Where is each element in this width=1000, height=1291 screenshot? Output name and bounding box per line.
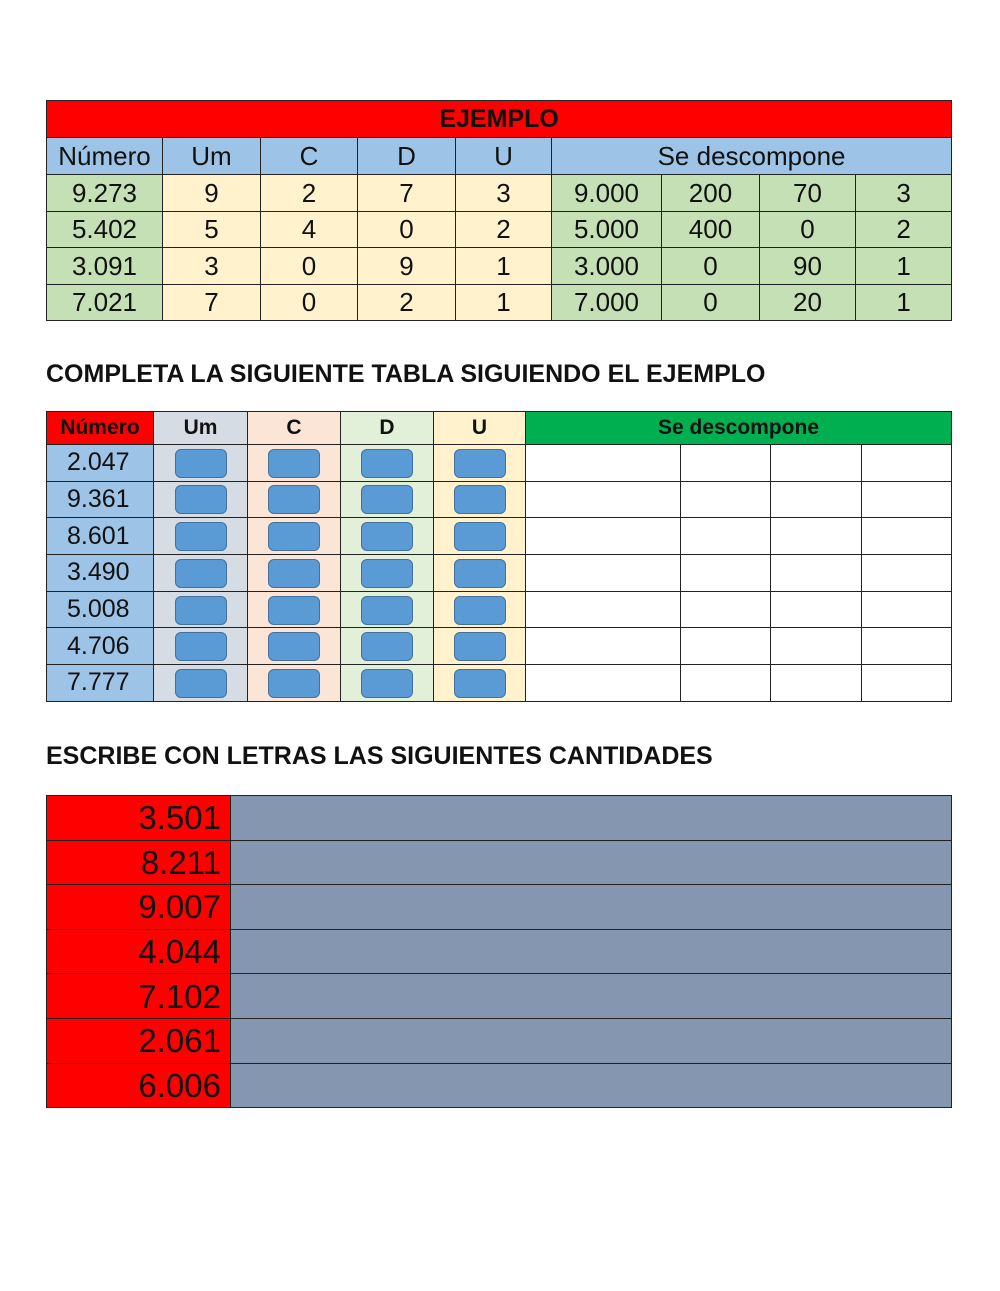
u-drop-box[interactable] (454, 596, 506, 625)
example-decomp: 0 (760, 211, 856, 248)
amount-cell: 6.006 (47, 1063, 231, 1108)
d-drop-box[interactable] (361, 669, 413, 698)
header-se-descompone: Se descompone (552, 138, 952, 175)
um-drop-box[interactable] (175, 596, 227, 625)
header-numero: Número (47, 138, 163, 175)
example-title: EJEMPLO (47, 101, 952, 138)
u-cell (434, 518, 526, 555)
amount-cell: 4.044 (47, 929, 231, 974)
example-number: 5.402 (47, 211, 163, 248)
um-cell (154, 481, 248, 518)
example-um: 9 (163, 175, 261, 212)
table-row (47, 929, 952, 974)
decomp-input-cell[interactable] (681, 555, 771, 592)
words-heading: ESCRIBE CON LETRAS LAS SIGUIENTES CANTIDADES (46, 742, 713, 770)
c-drop-box[interactable] (268, 522, 320, 551)
decomp-input-cell[interactable] (862, 591, 952, 628)
c-drop-box[interactable] (268, 596, 320, 625)
u-cell (434, 591, 526, 628)
um-cell (154, 628, 248, 665)
c-drop-box[interactable] (268, 485, 320, 514)
words-answer-field[interactable] (231, 840, 952, 885)
table-row (47, 175, 952, 212)
u-cell (434, 445, 526, 482)
c-drop-box[interactable] (268, 632, 320, 661)
um-cell (154, 591, 248, 628)
example-number: 3.091 (47, 248, 163, 285)
um-cell (154, 445, 248, 482)
c-cell (248, 555, 341, 592)
example-decomp: 400 (662, 211, 760, 248)
c-cell (248, 518, 341, 555)
u-drop-box[interactable] (454, 522, 506, 551)
example-c: 0 (261, 284, 358, 321)
example-d: 7 (358, 175, 456, 212)
u-drop-box[interactable] (454, 669, 506, 698)
decomp-input-cell[interactable] (862, 518, 952, 555)
decomp-input-cell[interactable] (771, 518, 862, 555)
u-drop-box[interactable] (454, 485, 506, 514)
example-decomp: 70 (760, 175, 856, 212)
table-row (47, 591, 952, 628)
example-um: 7 (163, 284, 261, 321)
decomp-input-cell[interactable] (526, 481, 681, 518)
example-decomp: 1 (856, 248, 952, 285)
table-row (47, 885, 952, 930)
c-cell (248, 445, 341, 482)
decomp-input-cell[interactable] (862, 445, 952, 482)
d-cell (341, 665, 434, 702)
decomp-input-cell[interactable] (862, 481, 952, 518)
decomp-input-cell[interactable] (771, 591, 862, 628)
table-row (47, 665, 952, 702)
decomp-input-cell[interactable] (526, 518, 681, 555)
complete-table (46, 411, 952, 702)
header-u: U (434, 412, 526, 445)
header-um: Um (163, 138, 261, 175)
decomp-input-cell[interactable] (681, 665, 771, 702)
u-drop-box[interactable] (454, 632, 506, 661)
u-cell (434, 665, 526, 702)
decomp-input-cell[interactable] (526, 445, 681, 482)
decomp-input-cell[interactable] (526, 665, 681, 702)
decomp-input-cell[interactable] (771, 555, 862, 592)
d-drop-box[interactable] (361, 559, 413, 588)
number-cell: 9.361 (47, 481, 154, 518)
example-c: 0 (261, 248, 358, 285)
decomp-input-cell[interactable] (526, 591, 681, 628)
example-decomp: 3.000 (552, 248, 662, 285)
amount-cell: 9.007 (47, 885, 231, 930)
words-answer-field[interactable] (231, 1063, 952, 1108)
c-drop-box[interactable] (268, 669, 320, 698)
decomp-input-cell[interactable] (681, 518, 771, 555)
example-decomp: 7.000 (552, 284, 662, 321)
decomp-input-cell[interactable] (681, 591, 771, 628)
header-d: D (341, 412, 434, 445)
header-c: C (248, 412, 341, 445)
header-um: Um (154, 412, 248, 445)
complete-heading: COMPLETA LA SIGUIENTE TABLA SIGUIENDO EL EJEMPLO (46, 360, 766, 388)
example-number: 7.021 (47, 284, 163, 321)
words-answer-field[interactable] (231, 929, 952, 974)
c-drop-box[interactable] (268, 449, 320, 478)
example-um: 5 (163, 211, 261, 248)
um-drop-box[interactable] (175, 522, 227, 551)
amount-cell: 8.211 (47, 840, 231, 885)
d-cell (341, 555, 434, 592)
table-row (47, 518, 952, 555)
decomp-input-cell[interactable] (862, 555, 952, 592)
example-decomp: 9.000 (552, 175, 662, 212)
example-decomp: 5.000 (552, 211, 662, 248)
u-cell (434, 555, 526, 592)
table-row (47, 445, 952, 482)
d-cell (341, 628, 434, 665)
table-row (47, 284, 952, 321)
d-cell (341, 518, 434, 555)
um-cell (154, 518, 248, 555)
example-u: 3 (456, 175, 552, 212)
example-decomp: 1 (856, 284, 952, 321)
decomp-input-cell[interactable] (681, 481, 771, 518)
example-decomp: 20 (760, 284, 856, 321)
header-d: D (358, 138, 456, 175)
table-row (47, 974, 952, 1019)
um-drop-box[interactable] (175, 449, 227, 478)
example-d: 2 (358, 284, 456, 321)
decomp-input-cell[interactable] (771, 665, 862, 702)
c-cell (248, 628, 341, 665)
u-drop-box[interactable] (454, 559, 506, 588)
words-answer-field[interactable] (231, 796, 952, 841)
c-drop-box[interactable] (268, 559, 320, 588)
example-decomp: 90 (760, 248, 856, 285)
decomp-input-cell[interactable] (771, 445, 862, 482)
um-drop-box[interactable] (175, 485, 227, 514)
um-cell (154, 665, 248, 702)
table-row (47, 555, 952, 592)
d-drop-box[interactable] (361, 522, 413, 551)
example-u: 2 (456, 211, 552, 248)
example-c: 2 (261, 175, 358, 212)
header-u: U (456, 138, 552, 175)
example-d: 9 (358, 248, 456, 285)
number-cell: 3.490 (47, 555, 154, 592)
d-cell (341, 481, 434, 518)
um-drop-box[interactable] (175, 559, 227, 588)
amount-cell: 2.061 (47, 1018, 231, 1063)
words-answer-field[interactable] (231, 885, 952, 930)
d-drop-box[interactable] (361, 485, 413, 514)
words-answer-field[interactable] (231, 974, 952, 1019)
amount-cell: 7.102 (47, 974, 231, 1019)
table-row (47, 1063, 952, 1108)
u-drop-box[interactable] (454, 449, 506, 478)
decomp-input-cell[interactable] (862, 665, 952, 702)
example-um: 3 (163, 248, 261, 285)
d-drop-box[interactable] (361, 449, 413, 478)
d-drop-box[interactable] (361, 632, 413, 661)
number-cell: 4.706 (47, 628, 154, 665)
d-cell (341, 445, 434, 482)
number-cell: 5.008 (47, 591, 154, 628)
c-cell (248, 665, 341, 702)
example-decomp: 0 (662, 248, 760, 285)
decomp-input-cell[interactable] (771, 481, 862, 518)
words-table (46, 795, 952, 1108)
example-table (46, 100, 952, 321)
table-row (47, 211, 952, 248)
example-decomp: 200 (662, 175, 760, 212)
example-d: 0 (358, 211, 456, 248)
table-row (47, 796, 952, 841)
c-cell (248, 591, 341, 628)
example-decomp: 0 (662, 284, 760, 321)
header-numero: Número (47, 412, 154, 445)
decomp-input-cell[interactable] (862, 628, 952, 665)
um-drop-box[interactable] (175, 669, 227, 698)
um-drop-box[interactable] (175, 632, 227, 661)
decomp-input-cell[interactable] (526, 555, 681, 592)
example-u: 1 (456, 284, 552, 321)
example-decomp: 2 (856, 211, 952, 248)
table-row (47, 628, 952, 665)
table-row (47, 840, 952, 885)
number-cell: 7.777 (47, 665, 154, 702)
example-u: 1 (456, 248, 552, 285)
words-answer-field[interactable] (231, 1018, 952, 1063)
example-c: 4 (261, 211, 358, 248)
u-cell (434, 481, 526, 518)
amount-cell: 3.501 (47, 796, 231, 841)
table-row (47, 1018, 952, 1063)
table-row (47, 248, 952, 285)
example-decomp: 3 (856, 175, 952, 212)
u-cell (434, 628, 526, 665)
example-number: 9.273 (47, 175, 163, 212)
d-cell (341, 591, 434, 628)
decomp-input-cell[interactable] (526, 628, 681, 665)
um-cell (154, 555, 248, 592)
table-row (47, 481, 952, 518)
header-se-descompone: Se descompone (526, 412, 952, 445)
decomp-input-cell[interactable] (771, 628, 862, 665)
decomp-input-cell[interactable] (681, 628, 771, 665)
c-cell (248, 481, 341, 518)
decomp-input-cell[interactable] (681, 445, 771, 482)
number-cell: 8.601 (47, 518, 154, 555)
header-c: C (261, 138, 358, 175)
number-cell: 2.047 (47, 445, 154, 482)
d-drop-box[interactable] (361, 596, 413, 625)
